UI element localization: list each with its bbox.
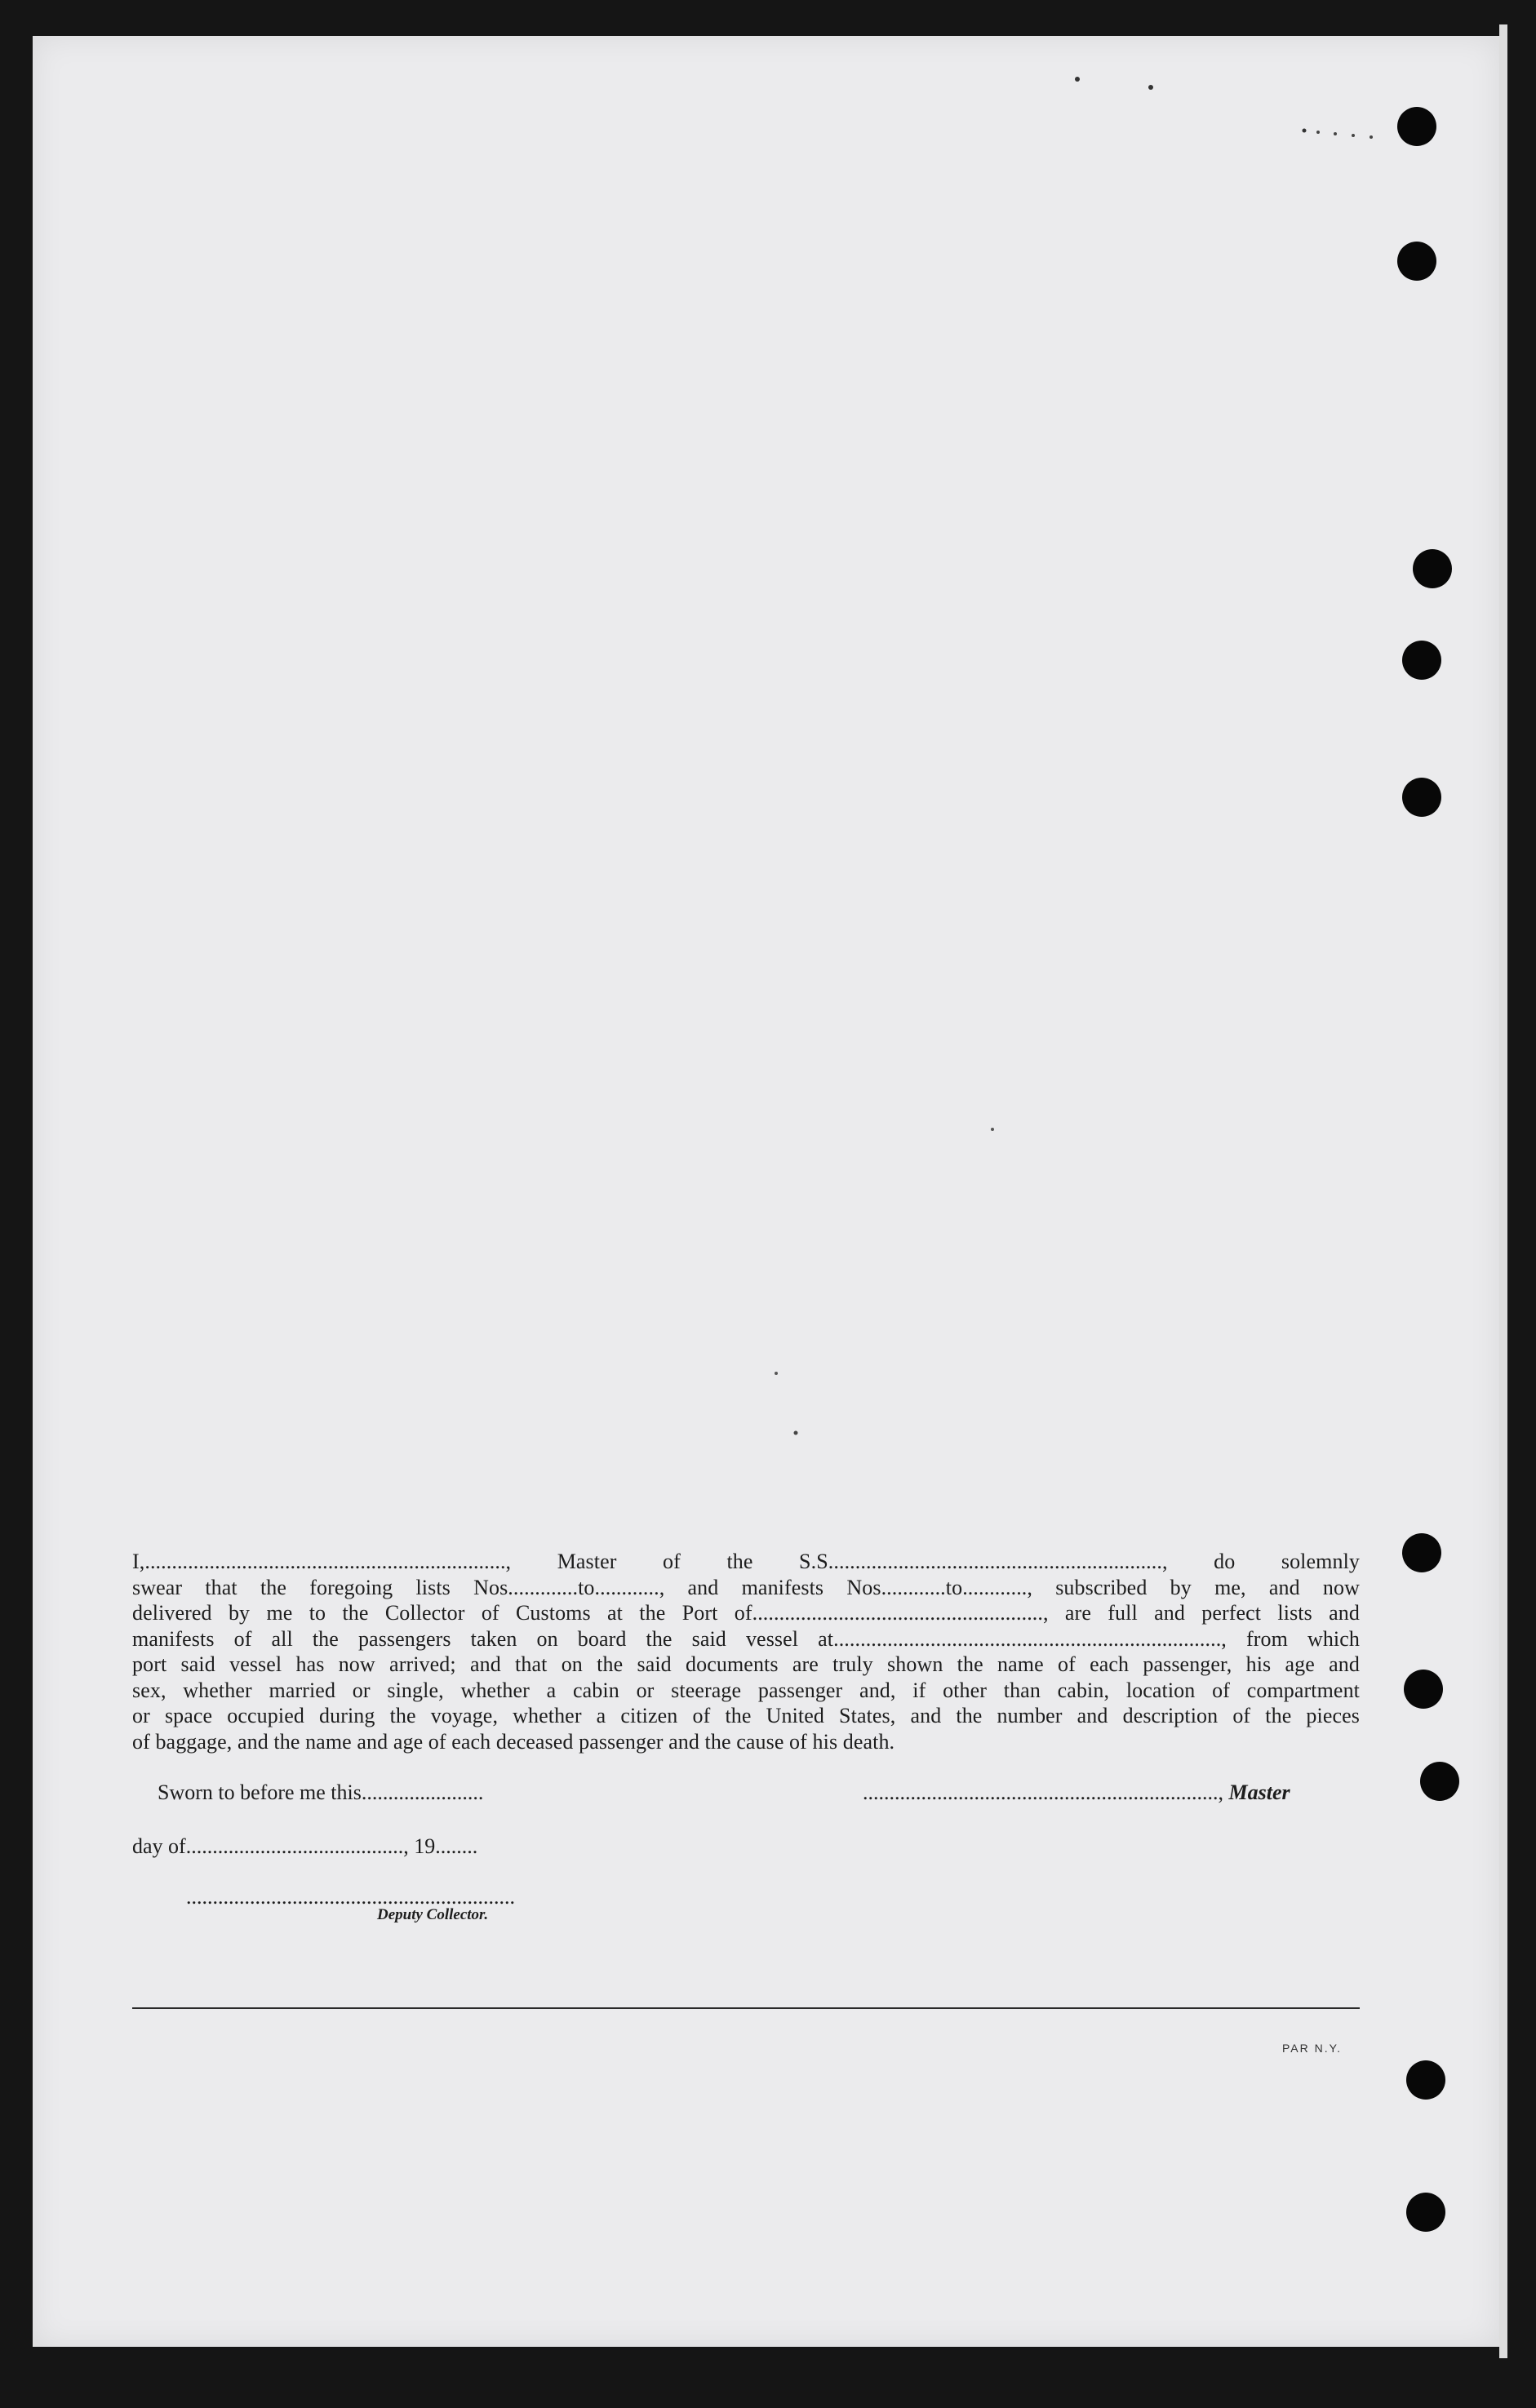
oath-line-5: port said vessel has now arrived; and that on the said documents are truly shown the name of each passenger, his age and — [132, 1652, 1360, 1676]
oath-line-3: delivered by me to the Collector of Customs at the Port of......................................................, are full and perfect lists and — [132, 1601, 1360, 1625]
deputy-signature-dots: .............................................................. — [186, 1885, 515, 1909]
binder-hole — [1402, 1533, 1441, 1572]
binder-hole — [1402, 778, 1441, 817]
master-signature-dots: ..................................................................., — [863, 1781, 1229, 1804]
oath-line-8: of baggage, and the name and age of each deceased passenger and the cause of his death. — [132, 1729, 895, 1754]
oath-paragraph — [132, 1549, 1360, 1754]
binder-hole — [1420, 1762, 1459, 1801]
oath-line-6: sex, whether married or single, whether a cabin or steerage passenger and, if other than cabin, location of compartment — [132, 1678, 1360, 1702]
binder-hole — [1404, 1670, 1443, 1709]
horizontal-rule — [132, 2007, 1360, 2009]
binder-hole — [1406, 2060, 1445, 2100]
binder-hole — [1413, 549, 1452, 588]
oath-line-1: I,..................................................................., Master of the S.S.............................................................., do solemnly — [132, 1550, 1360, 1573]
oath-line-2: swear that the foregoing lists Nos.............to............, and manifests Nos............to............, subscribed by me, and now — [132, 1575, 1360, 1599]
binder-hole — [1397, 107, 1436, 146]
binder-hole — [1397, 242, 1436, 281]
master-label: Master — [1228, 1781, 1290, 1804]
document-page — [33, 36, 1499, 2347]
binder-hole — [1406, 2193, 1445, 2232]
printer-mark: PAR N.Y. — [1282, 2042, 1343, 2055]
oath-line-4: manifests of all the passengers taken on board the said vessel at........................................................................, from which — [132, 1626, 1360, 1651]
day-of-line: day of........................................., 19........ — [132, 1834, 478, 1858]
deputy-collector-label: Deputy Collector. — [377, 1906, 489, 1923]
paper-edge — [1499, 24, 1507, 2358]
master-signature-line — [863, 1781, 1290, 1805]
binder-hole — [1402, 641, 1441, 680]
sworn-before-line: Sworn to before me this....................... — [158, 1781, 484, 1804]
oath-line-7: or space occupied during the voyage, whether a citizen of the United States, and the number and description of the pieces — [132, 1704, 1360, 1727]
